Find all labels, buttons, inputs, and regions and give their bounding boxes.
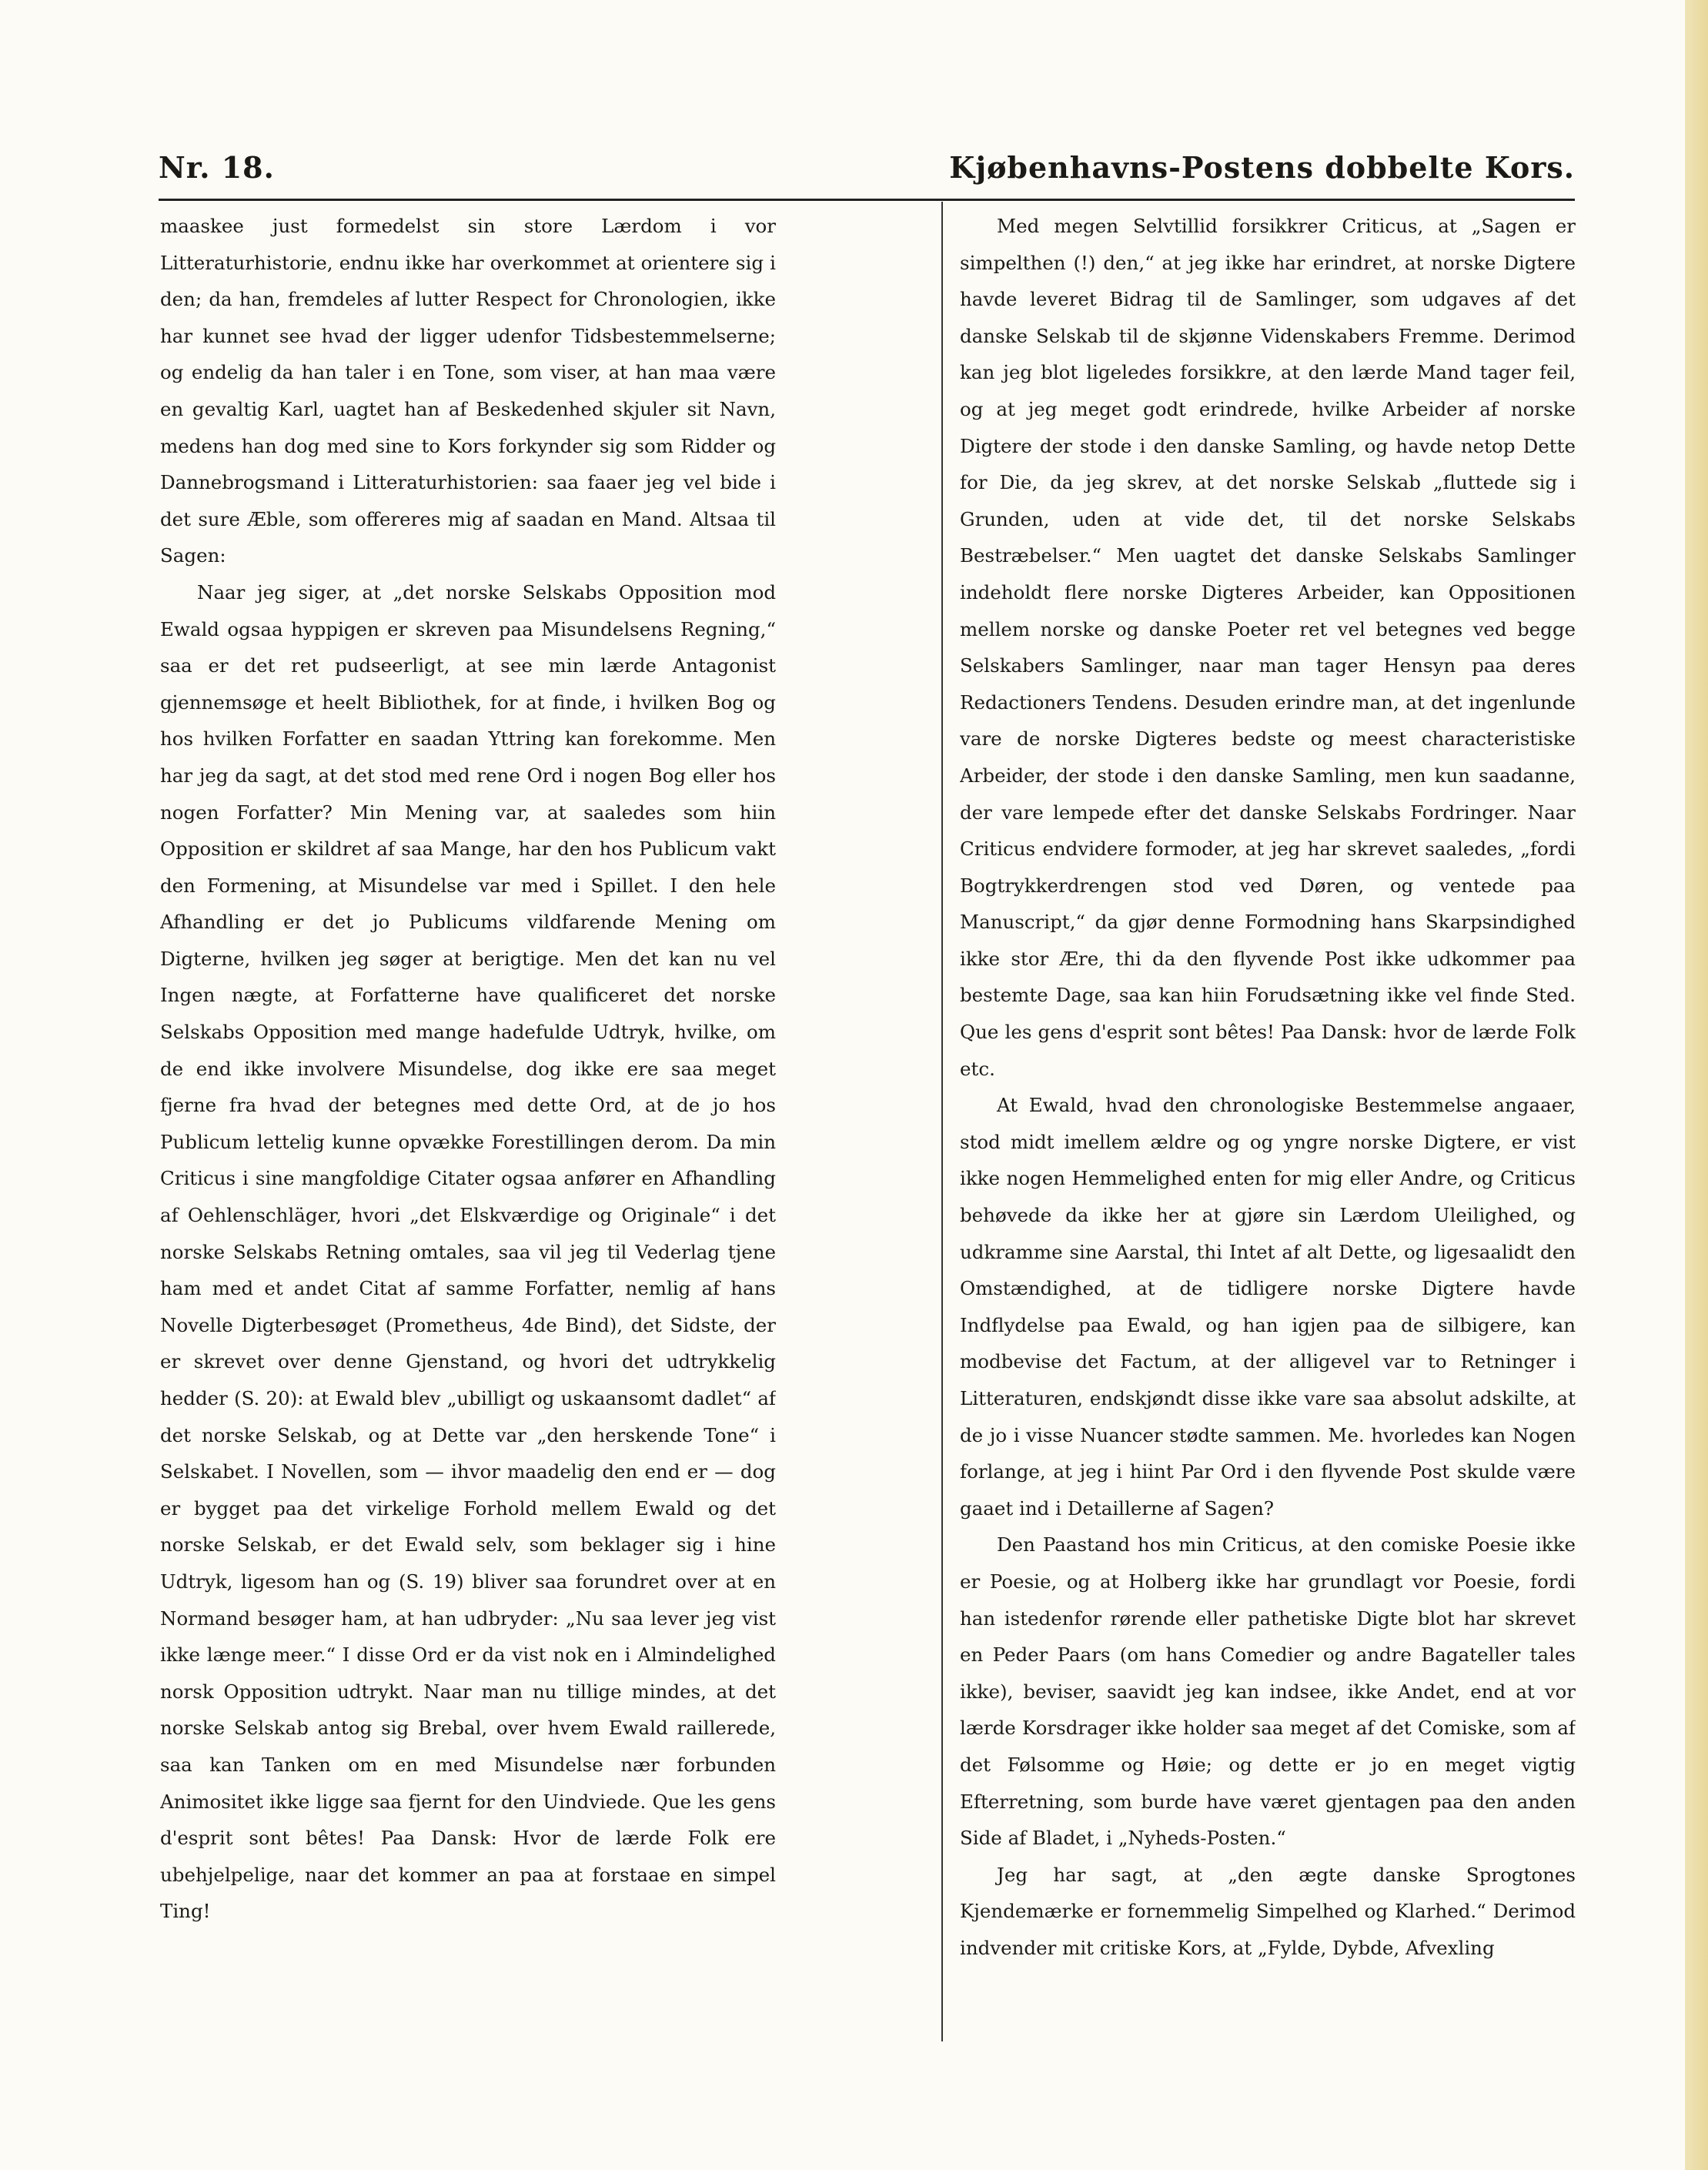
paragraph: At Ewald, hvad den chronologiske Bestemmelse angaaer, stod midt imellem ældre og og yngre norske Digtere, er vist ikke nogen Hemmelighed enten for mig eller Andre, og Criticus behøvede da ikke her at gjøre sin Lærdom Uleilighed, og udkramme sine Aarstal, thi Intet af alt Dette, og ligesaalidt den Omstændighed, at de tidligere norske Digtere havde Indflydelse paa Ewald, og han igjen paa de silbigere, kan modbevise det Factum, at der alligevel var to Retninger i Litteraturen, endskjøndt disse ikke vare saa absolut adskilte, at de jo i visse Nuancer stødte sammen. Me. hvorledes kan Nogen forlange, at jeg i hiint Par Ord i den flyvende Post skulde være gaaet ind i Detaillerne af Sagen? — [960, 1094, 1576, 1520]
header-rule — [159, 199, 1575, 201]
issue-number: Nr. 18. — [159, 150, 275, 185]
paragraph: Den Paastand hos min Criticus, at den comiske Poesie ikke er Poesie, og at Holberg ikke har grundlagt vor Poesie, fordi han istedenfor rørende eller pathetiske Digte blot har skrevet en Peder Paars (om hans Comedier og andre Bagateller tales ikke), beviser, saavidt jeg kan indsee, ikke Andet, end at vor lærde Korsdrager ikke holder saa meget af det Comiske, som af det Følsomme og Høie; og dette er jo en meget vigtig Efterretning, som burde have været gjentagen paa den anden Side af Bladet, i „Nyheds-Posten.“ — [960, 1533, 1576, 1850]
paragraph: Jeg har sagt, at „den ægte danske Sprogtones Kjendemærke er fornemmelig Simpelhed og Klarhed.“ Derimod indvender mit critiske Kors, at „Fylde, Dybde, Afvexling — [960, 1863, 1576, 1959]
page-edge-strip — [1685, 0, 1708, 2170]
column-divider — [941, 202, 943, 2041]
paragraph: Med megen Selvtillid forsikkrer Criticus, at „Sagen er simpelthen (!) den,“ at jeg ikke har erindret, at norske Digtere havde leveret Bidrag til de Samlinger, som udgaves af det danske Selskab til de skjønne Videnskabers Fremme. Derimod kan jeg blot ligeledes forsikkre, at den lærde Mand tager feil, og at jeg meget godt erindrede, hvilke Arbeider af norske Digtere der stode i den danske Samling, og havde netop Dette for Die, da jeg skrev, at det norske Selskab „fluttede sig i Grunden, uden at vide det, til det norske Selskabs Bestræbelser.“ Men uagtet det danske Selskabs Samlinger indeholdt flere norske Digteres Arbeider, kan Oppositionen mellem norske og danske Poeter ret vel betegnes ved begge Selskabers Samlinger, naar man tager Hensyn paa deres Redactioners Tendens. Desuden erindre man, at det ingenlunde vare de norske Digteres bedste og meest characteristiske Arbeider, der stode i den danske Samling, men kun saadanne, der vare lempede efter det danske Selskabs Fordringer. Naar Criticus endvidere formoder, at jeg har skrevet saaledes, „fordi Bogtrykkerdrengen stod ved Døren, og ventede paa Manuscript,“ da gjør denne Formodning hans Skarpsindighed ikke stor Ære, thi da den flyvende Post ikke udkommer paa bestemte Dage, saa kan hiin Forudsætning ikke vel finde Sted. Que les gens d'esprit sont bêtes! Paa Dansk: hvor de lærde Folk etc. — [960, 215, 1576, 1080]
paragraph: maaskee just formedelst sin store Lærdom i vor Litteraturhistorie, endnu ikke har overkommet at orientere sig i den; da han, fremdeles af lutter Respect for Chronologien, ikke har kunnet see hvad der ligger udenfor Tidsbestemmelserne; og endelig da han taler i en Tone, som viser, at han maa være en gevaltig Karl, uagtet han af Beskedenhed skjuler sit Navn, medens han dog med sine to Kors forkynder sig som Ridder og Dannebrogsmand i Litteraturhistorien: saa faaer jeg vel bide i det sure Æble, som offereres mig af saadan en Mand. Altsaa til Sagen: — [160, 215, 776, 567]
right-column — [960, 208, 1576, 2040]
paragraph: Naar jeg siger, at „det norske Selskabs Opposition mod Ewald ogsaa hyppigen er skreven paa Misundelsens Regning,“ saa er det ret pudseerligt, at see min lærde Antagonist gjennemsøge et heelt Bibliothek, for at finde, i hvilken Bog og hos hvilken Forfatter en saadan Yttring kan forekomme. Men har jeg da sagt, at det stod med rene Ord i nogen Bog eller hos nogen Forfatter? Min Mening var, at saaledes som hiin Opposition er skildret af saa Mange, har den hos Publicum vakt den Formening, at Misundelse var med i Spillet. I den hele Afhandling er det jo Publicums vildfarende Mening om Digterne, hvilken jeg søger at berigtige. Men det kan nu vel Ingen nægte, at Forfatterne have qualificeret det norske Selskabs Opposition med mange hadefulde Udtryk, hvilke, om de end ikke involvere Misundelse, dog ikke ere saa meget fjerne fra hvad der betegnes med dette Ord, at de jo hos Publicum lettelig kunne opvække Forestillingen derom. Da min Criticus i sine mangfoldige Citater ogsaa anfører en Afhandling af Oehlenschläger, hvori „det Elskværdige og Originale“ i det norske Selskabs Retning omtales, saa vil jeg til Vederlag tjene ham med et andet Citat af samme Forfatter, nemlig af hans Novelle Digterbesøget (Prometheus, 4de Bind), det Sidste, der er skrevet over denne Gjenstand, og hvori det udtrykkelig hedder (S. 20): at Ewald blev „ubilligt og uskaansomt dadlet“ af det norske Selskab, og at Dette var „den herskende Tone“ i Selskabet. I Novellen, som — ihvor maadelig den end er — dog er bygget paa det virkelige Forhold mellem Ewald og det norske Selskab, er det Ewald selv, som beklager sig i hine Udtryk, ligesom han og (S. 19) bliver saa forundret over at en Normand besøger ham, at han udbryder: „Nu saa lever jeg vist ikke længe meer.“ I disse Ord er da vist nok en i Almindelighed norsk Opposition udtrykt. Naar man nu tillige mindes, at det norske Selskab antog sig Brebal, over hvem Ewald raillerede, saa kan Tanken om en med Misundelse nær forbunden Animositet ikke ligge saa fjernt for den Uindviede. Que les gens d'esprit sont bêtes! Paa Dansk: Hvor de lærde Folk ere ubehjelpelige, naar det kommer an paa at forstaae en simpel Ting! — [160, 580, 776, 1923]
newspaper-title: Kjøbenhavns-Postens dobbelte Kors. — [949, 150, 1575, 185]
left-column — [160, 208, 776, 2040]
page-header — [159, 150, 1575, 196]
